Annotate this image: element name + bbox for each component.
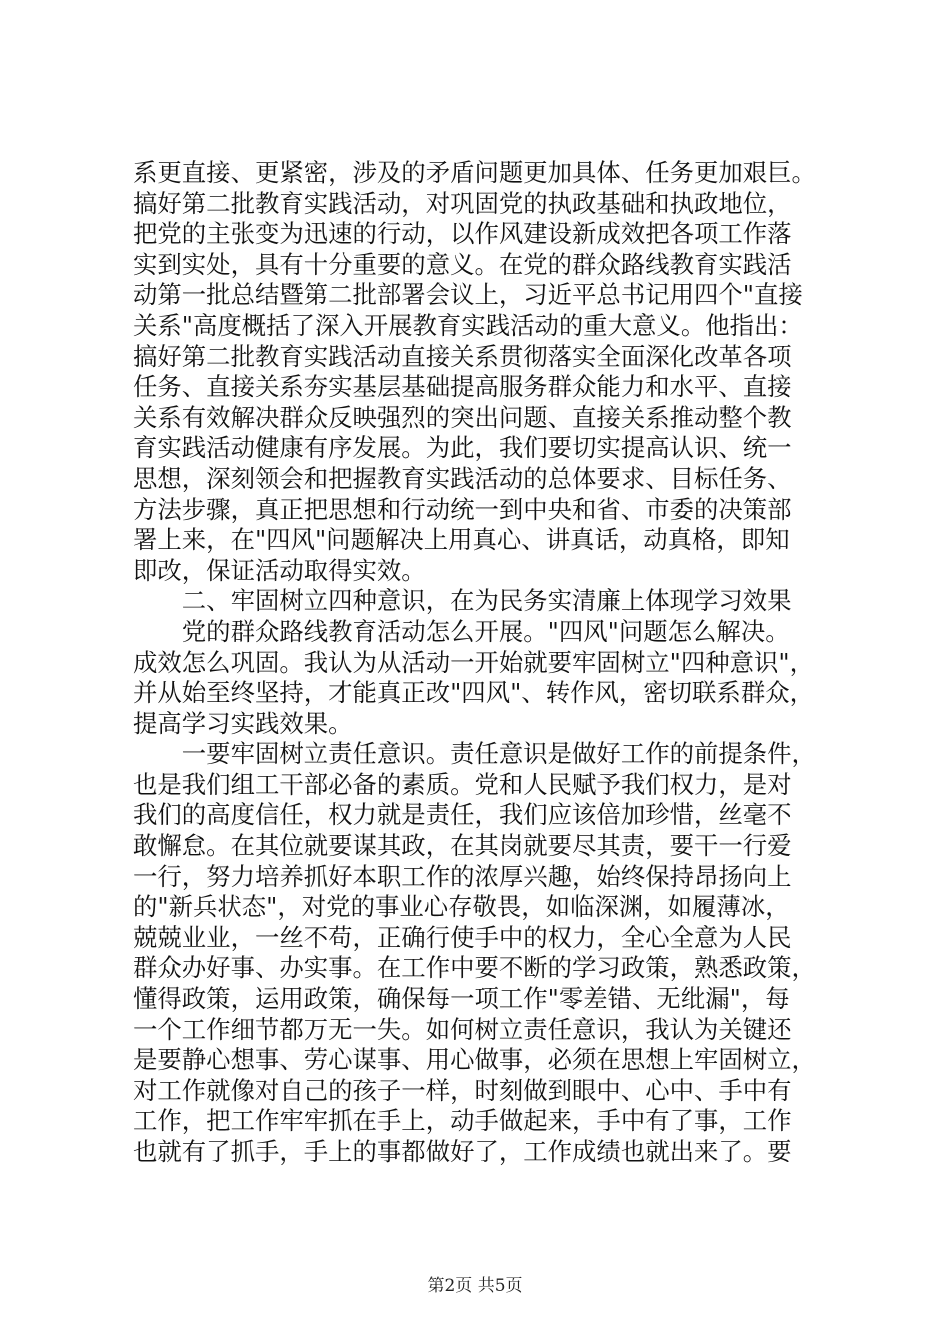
text-line: 育实践活动健康有序发展。为此，我们要切实提高认识、统一 — [133, 433, 792, 463]
text-line: 兢兢业业，一丝不苟，正确行使手中的权力，全心全意为人民 — [133, 922, 792, 952]
text-line: 即改，保证活动取得实效。 — [133, 555, 426, 585]
text-line: 署上来，在"四风"问题解决上用真心、讲真话，动真格，即知 — [133, 525, 790, 555]
text-line: 懂得政策，运用政策，确保每一项工作"零差错、无纰漏"，每 — [133, 984, 790, 1014]
text-line: 成效怎么巩固。我认为从活动一开始就要牢固树立"四种意识"， — [133, 647, 814, 677]
text-line: 也就有了抓手，手上的事都做好了，工作成绩也就出来了。要 — [133, 1137, 792, 1166]
text-line: 一个工作细节都万无一失。如何树立责任意识，我认为关键还 — [133, 1014, 792, 1044]
text-line: 搞好第二批教育实践活动，对巩固党的执政基础和执政地位， — [133, 188, 792, 218]
text-line: 关系"高度概括了深入开展教育实践活动的重大意义。他指出： — [133, 310, 803, 340]
text-line: 一行，努力培养抓好本职工作的浓厚兴趣，始终保持昂扬向上 — [133, 861, 792, 891]
text-line: 的"新兵状态"，对党的事业心存敬畏，如临深渊，如履薄冰， — [133, 892, 790, 922]
text-line: 把党的主张变为迅速的行动，以作风建设新成效把各项工作落 — [133, 219, 792, 249]
text-line: 工作，把工作牢牢抓在手上，动手做起来，手中有了事，工作 — [133, 1106, 792, 1136]
text-line: 敢懈怠。在其位就要谋其政，在其岗就要尽其责，要干一行爱 — [133, 831, 792, 861]
text-line: 并从始至终坚持，才能真正改"四风"、转作风，密切联系群众， — [133, 678, 814, 708]
text-line: 思想，深刻领会和把握教育实践活动的总体要求、目标任务、 — [133, 463, 792, 493]
document-body — [133, 158, 825, 1168]
text-line: 二、牢固树立四种意识，在为民务实清廉上体现学习效果 — [133, 586, 792, 616]
text-line: 也是我们组工干部必备的素质。党和人民赋予我们权力，是对 — [133, 769, 792, 799]
text-line: 是要静心想事、劳心谋事、用心做事，必须在思想上牢固树立， — [133, 1045, 816, 1075]
text-line: 系更直接、更紧密，涉及的矛盾问题更加具体、任务更加艰巨。 — [133, 158, 816, 187]
text-line: 实到实处，具有十分重要的意义。在党的群众路线教育实践活 — [133, 249, 792, 279]
text-line: 关系有效解决群众反映强烈的突出问题、直接关系推动整个教 — [133, 402, 792, 432]
text-line: 方法步骤，真正把思想和行动统一到中央和省、市委的决策部 — [133, 494, 792, 524]
text-line: 任务、直接关系夯实基层基础提高服务群众能力和水平、直接 — [133, 372, 792, 402]
text-line: 党的群众路线教育活动怎么开展。"四风"问题怎么解决。 — [133, 616, 790, 646]
text-line: 我们的高度信任，权力就是责任，我们应该倍加珍惜，丝毫不 — [133, 800, 792, 830]
text-line: 群众办好事、办实事。在工作中要不断的学习政策，熟悉政策， — [133, 953, 816, 983]
text-line: 动第一批总结暨第二批部署会议上，习近平总书记用四个"直接 — [133, 280, 803, 310]
page-footer: 第2页 共5页 — [427, 1276, 523, 1296]
text-line: 提高学习实践效果。 — [133, 708, 353, 738]
text-line: 一要牢固树立责任意识。责任意识是做好工作的前提条件， — [133, 739, 816, 769]
text-line: 对工作就像对自己的孩子一样，时刻做到眼中、心中、手中有 — [133, 1075, 792, 1105]
text-line: 搞好第二批教育实践活动直接关系贯彻落实全面深化改革各项 — [133, 341, 792, 371]
